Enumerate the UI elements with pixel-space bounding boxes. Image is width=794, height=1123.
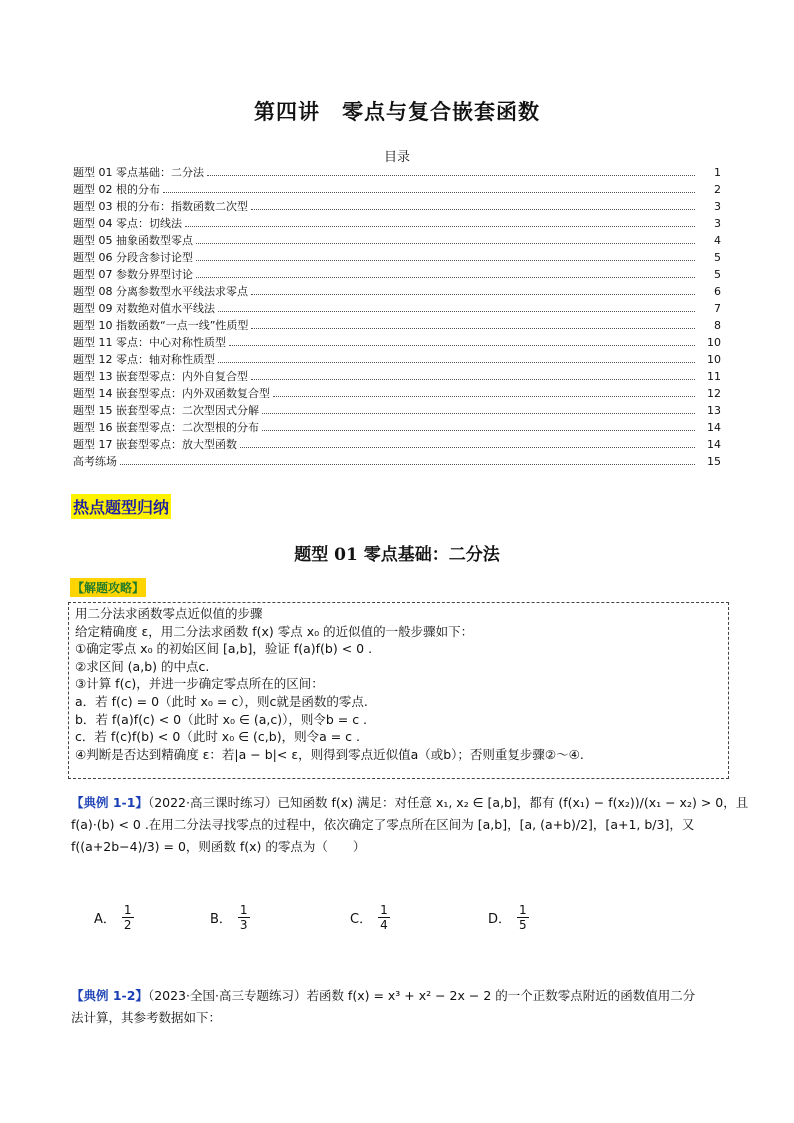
toc-entry-label: 题型 03 根的分布：指数函数二次型 (73, 200, 248, 213)
toc-dot-leader (240, 447, 695, 448)
example-tag: 【典例 1-2】 (71, 988, 148, 1003)
toc-entry-label: 题型 13 嵌套型零点：内外自复合型 (73, 370, 248, 383)
option-a[interactable] (94, 903, 134, 932)
toc-page-number: 5 (714, 268, 721, 281)
example-line (71, 985, 731, 1007)
fraction-denominator: 2 (123, 918, 132, 932)
strategy-line: ③计算 f(c)，并进一步确定零点所在的区间： (75, 676, 324, 692)
toc-entry[interactable] (73, 196, 721, 213)
strategy-line: a．若 f(c) = 0（此时 x₀ = c），则c就是函数的零点. (75, 693, 368, 709)
toc-entry[interactable] (73, 281, 721, 298)
strategy-line: ②求区间 (a,b) 的中点c. (75, 658, 210, 674)
example-text: （2022·高三课时练习）已知函数 f(x) 满足：对任意 x₁, x₂ ∈ [a,b]，都有 (f(x₁) − f(x₂))/(x₁ − x₂) > 0，且 (147, 795, 749, 810)
strategy-line: 用二分法求函数零点近似值的步骤 (75, 606, 263, 621)
toc-entry-label: 题型 09 对数绝对值水平线法 (73, 302, 215, 315)
fraction-denominator: 3 (239, 918, 248, 932)
toc-dot-leader (218, 362, 695, 363)
option-d[interactable] (488, 903, 529, 932)
option-letter: A． (94, 912, 116, 927)
toc-page-number: 2 (714, 183, 721, 196)
toc-entry[interactable] (73, 230, 721, 247)
toc-dot-leader (196, 277, 695, 278)
toc-entry-label: 题型 08 分离参数型水平线法求零点 (73, 285, 248, 298)
toc-entry-label: 题型 05 抽象函数型零点 (73, 234, 193, 247)
toc-entry-label: 题型 02 根的分布 (73, 183, 160, 196)
toc-entry[interactable] (73, 179, 721, 196)
fraction-numerator: 1 (123, 903, 132, 917)
example-1-1 (71, 792, 749, 858)
toc-page-number: 11 (707, 370, 721, 383)
strategy-line: c．若 f(c)f(b) < 0（此时 x₀ ∈ (c,b)，则令a = c . (75, 729, 360, 745)
toc-page-number: 14 (707, 438, 721, 451)
toc-entry[interactable] (73, 162, 721, 179)
example-line: f((a+2b−4)/3) = 0，则函数 f(x) 的零点为（ ） (71, 839, 366, 854)
example-line: 法计算，其参考数据如下： (71, 1010, 222, 1025)
toc-entry[interactable] (73, 213, 721, 230)
strategy-box (68, 602, 729, 779)
toc-entry[interactable] (73, 400, 721, 417)
toc-entry-label: 题型 04 零点：切线法 (73, 217, 182, 230)
toc-dot-leader (207, 175, 695, 176)
toc-page-number: 6 (714, 285, 721, 298)
toc-dot-leader (196, 260, 695, 261)
toc-dot-leader (251, 294, 695, 295)
toc-entry[interactable] (73, 332, 721, 349)
option-b[interactable] (210, 903, 250, 932)
toc-entry[interactable] (73, 247, 721, 264)
toc-dot-leader (196, 243, 695, 244)
toc-entry[interactable] (73, 315, 721, 332)
table-of-contents (73, 162, 721, 468)
toc-entry-label: 题型 07 参数分界型讨论 (73, 268, 193, 281)
toc-page-number: 3 (714, 200, 721, 213)
example-text: （2023·全国·高三专题练习）若函数 f(x) = x³ + x² − 2x − 2 的一个正数零点附近的函数值用二分 (147, 988, 696, 1003)
toc-entry[interactable] (73, 298, 721, 315)
fraction-denominator: 4 (380, 918, 388, 932)
toc-dot-leader (185, 226, 695, 227)
toc-entry[interactable] (73, 383, 721, 400)
example-line: f(a)·(b) < 0 .在用二分法寻找零点的过程中，依次确定了零点所在区间为 [a,b]，[a, (a+b)/2]，[a+1, b/3]，又 (71, 817, 695, 832)
page-title: 第四讲 零点与复合嵌套函数 (254, 99, 540, 124)
toc-entry[interactable] (73, 434, 721, 451)
fraction-numerator: 1 (239, 903, 248, 917)
fraction-denominator: 5 (519, 918, 527, 932)
toc-page-number: 1 (714, 166, 721, 179)
toc-page-number: 12 (707, 387, 721, 400)
toc-dot-leader (262, 430, 695, 431)
toc-dot-leader (251, 379, 695, 380)
option-c[interactable] (350, 903, 390, 932)
toc-page-number: 14 (707, 421, 721, 434)
option-letter: B． (210, 912, 232, 927)
option-letter: C． (350, 912, 373, 927)
example-line (71, 792, 749, 814)
toc-dot-leader (163, 192, 695, 193)
strategy-line: ①确定零点 x₀ 的初始区间 [a,b]，验证 f(a)f(b) < 0 . (75, 641, 373, 657)
toc-dot-leader (218, 311, 695, 312)
toc-page-number: 3 (714, 217, 721, 230)
toc-entry[interactable] (73, 417, 721, 434)
strategy-line: b．若 f(a)f(c) < 0（此时 x₀ ∈ (a,c)），则令b = c . (75, 711, 368, 727)
toc-page-number: 7 (714, 302, 721, 315)
option-fraction (238, 903, 250, 932)
toc-entry[interactable] (73, 264, 721, 281)
toc-entry-label: 题型 10 指数函数“一点一线”性质型 (73, 319, 249, 332)
toc-entry-label: 题型 17 嵌套型零点：放大型函数 (73, 438, 237, 451)
toc-entry-label: 题型 16 嵌套型零点：二次型根的分布 (73, 421, 259, 434)
toc-page-number: 10 (707, 336, 721, 349)
toc-dot-leader (251, 328, 695, 329)
toc-entry[interactable] (73, 349, 721, 366)
option-fraction (378, 903, 390, 932)
toc-entry-label: 题型 11 零点：中心对称性质型 (73, 336, 226, 349)
toc-dot-leader (120, 464, 695, 465)
toc-page-number: 15 (707, 455, 721, 468)
toc-dot-leader (251, 209, 695, 210)
toc-entry-label: 题型 06 分段含参讨论型 (73, 251, 193, 264)
fraction-numerator: 1 (519, 903, 527, 917)
toc-entry-label: 题型 14 嵌套型零点：内外双函数复合型 (73, 387, 270, 400)
strategy-label: 【解题攻略】 (70, 578, 146, 597)
fraction-numerator: 1 (380, 903, 388, 917)
toc-page-number: 13 (707, 404, 721, 417)
toc-page-number: 4 (714, 234, 721, 247)
answer-options (94, 903, 574, 943)
toc-heading: 目录 (383, 150, 410, 165)
hot-topics-label: 热点题型归纳 (71, 494, 171, 519)
toc-entry-label: 高考练场 (73, 455, 117, 468)
toc-entry[interactable] (73, 451, 721, 468)
option-fraction (122, 903, 134, 932)
toc-entry-label: 题型 12 零点：轴对称性质型 (73, 353, 215, 366)
toc-dot-leader (273, 396, 695, 397)
option-fraction (517, 903, 529, 932)
toc-entry-label: 题型 01 零点基础：二分法 (73, 166, 204, 179)
toc-entry-label: 题型 15 嵌套型零点：二次型因式分解 (73, 404, 259, 417)
section-title: 题型 01 零点基础：二分法 (294, 545, 500, 565)
toc-page-number: 5 (714, 251, 721, 264)
toc-entry[interactable] (73, 366, 721, 383)
toc-dot-leader (229, 345, 695, 346)
strategy-line: 给定精确度 ε，用二分法求函数 f(x) 零点 x₀ 的近似值的一般步骤如下： (75, 623, 474, 639)
toc-page-number: 8 (714, 319, 721, 332)
example-1-2 (71, 985, 731, 1029)
strategy-line: ④判断是否达到精确度 ε：若|a − b|< ε，则得到零点近似值a（或b）；否则重复步骤②～④. (75, 746, 584, 762)
toc-dot-leader (262, 413, 695, 414)
example-tag: 【典例 1-1】 (71, 795, 148, 810)
option-letter: D． (488, 912, 512, 927)
toc-page-number: 10 (707, 353, 721, 366)
